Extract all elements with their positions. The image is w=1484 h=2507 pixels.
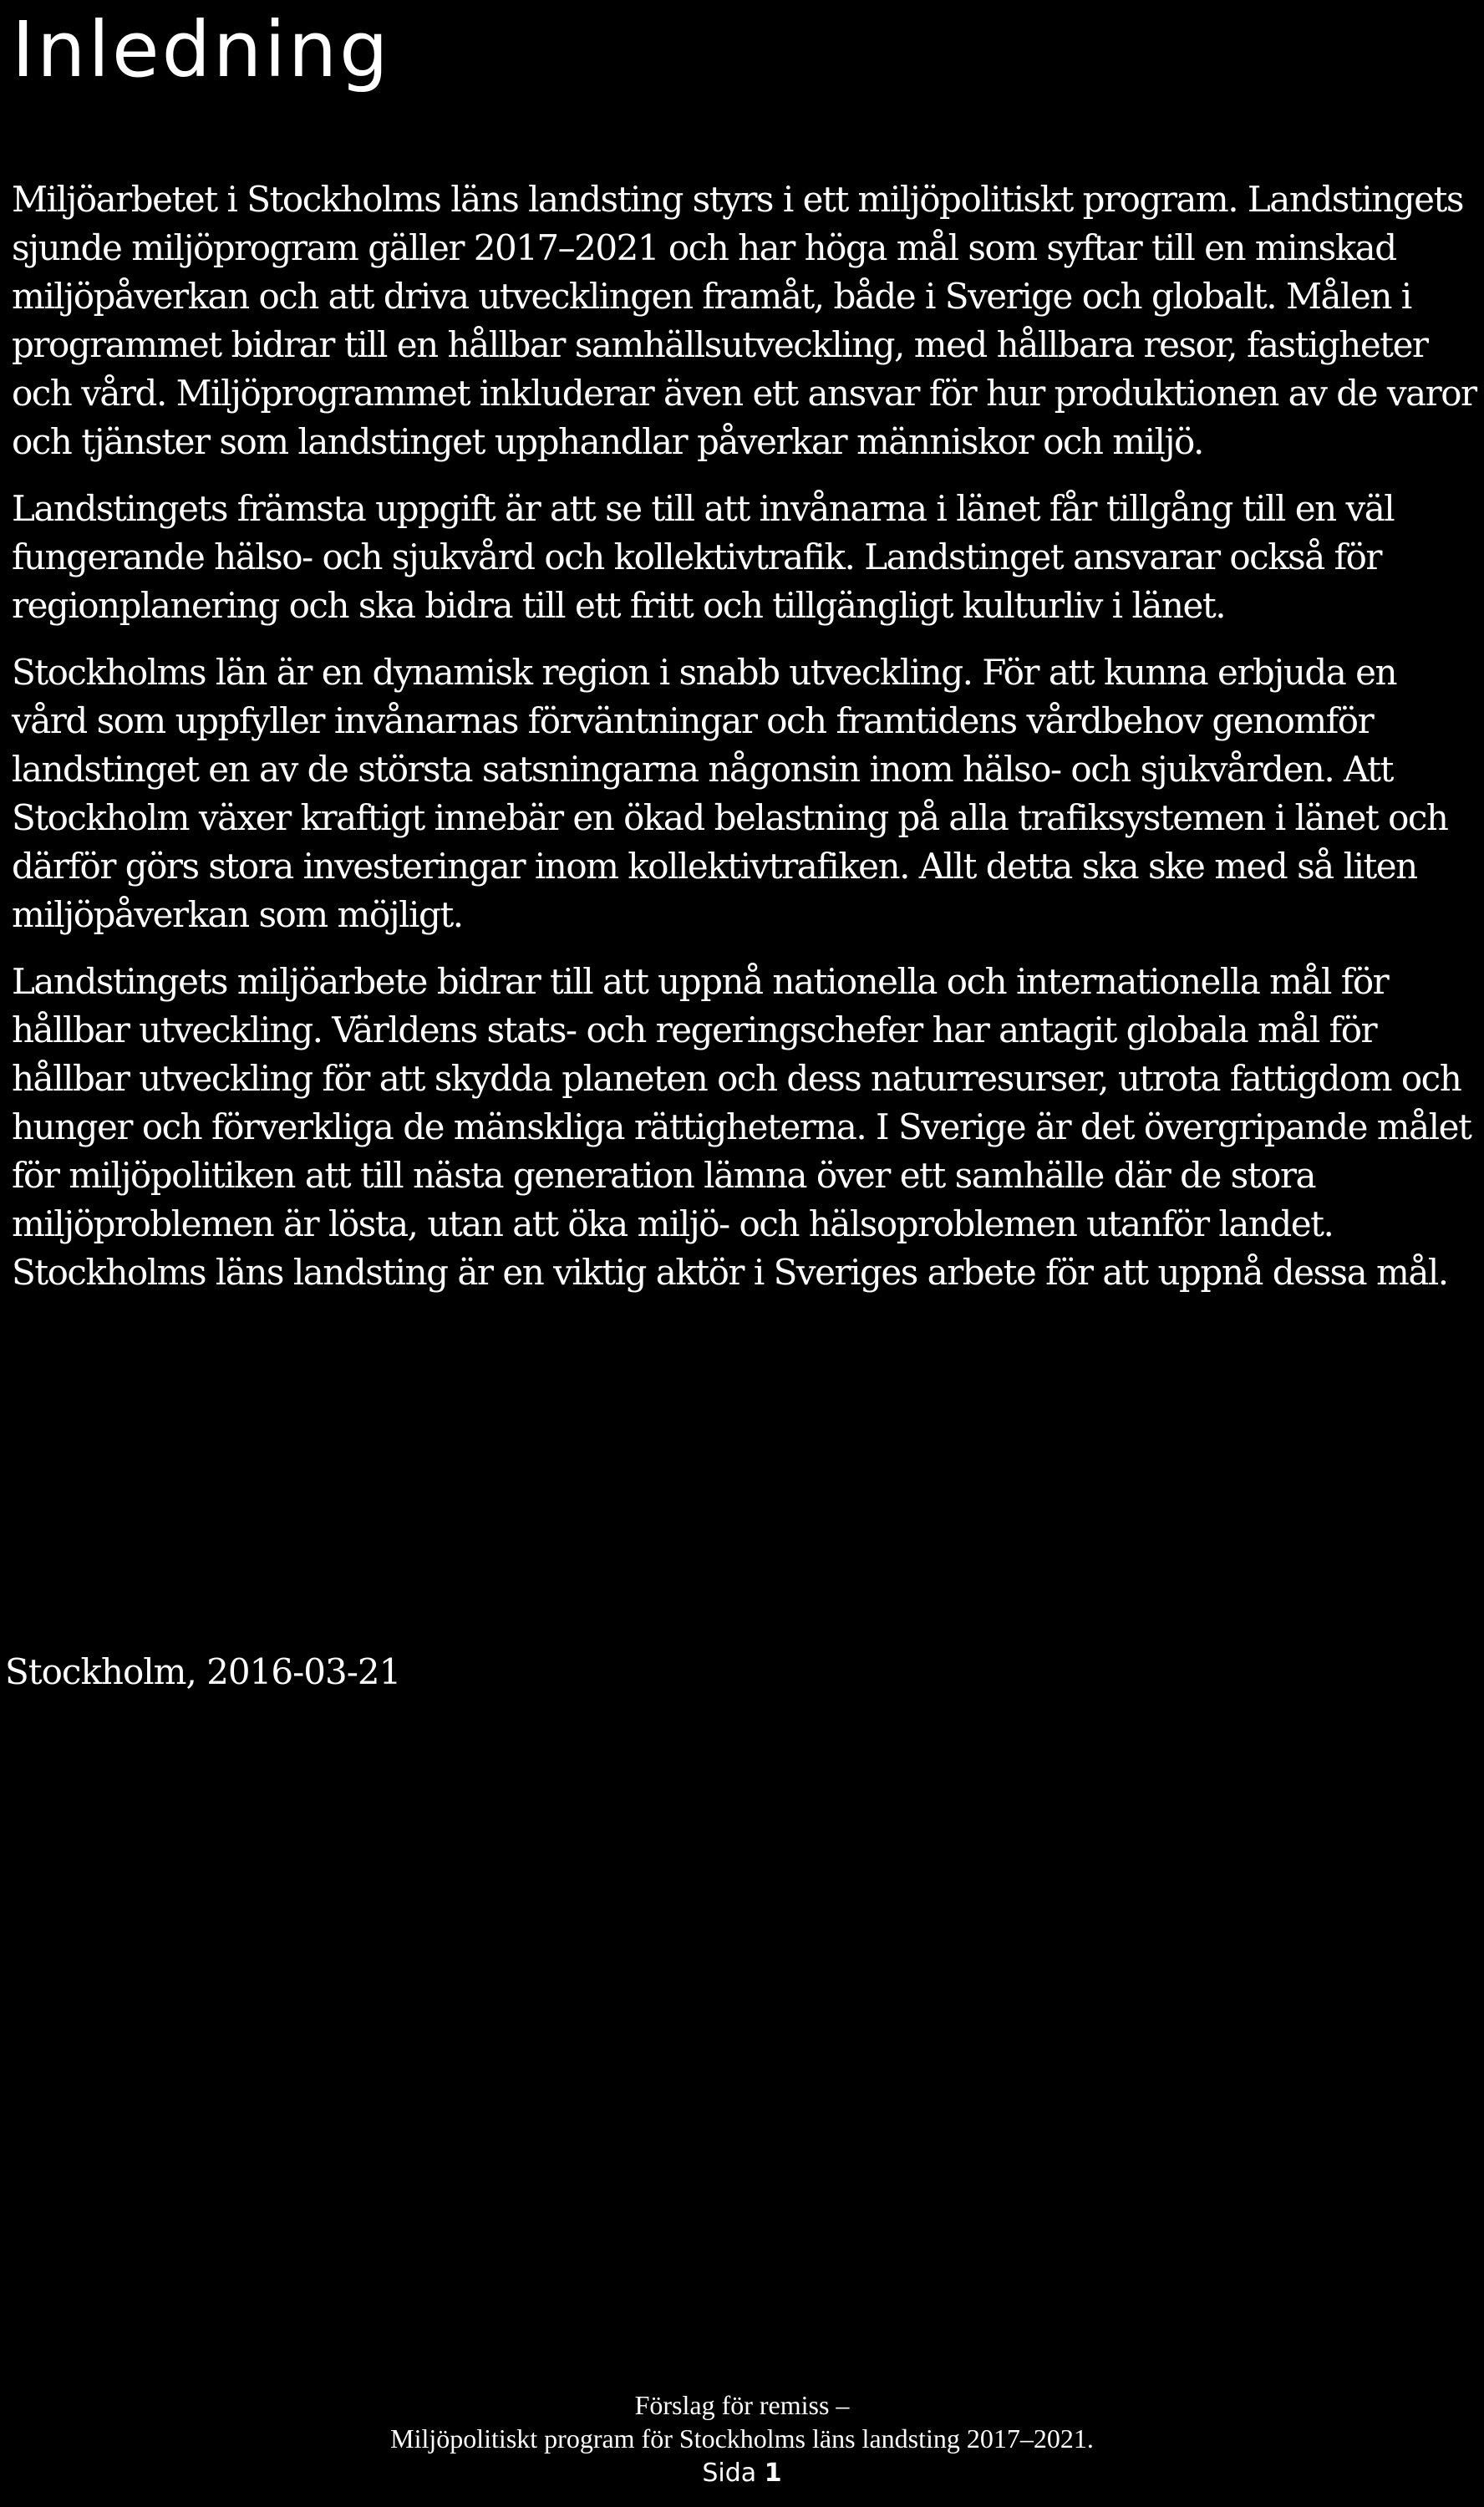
page-number-label: Sida: [702, 2459, 757, 2488]
page-number: [0, 2455, 1484, 2492]
body-text: [12, 175, 1481, 1315]
paragraph-3: Stockholms län är en dynamisk region i snabb utveckling. För att kunna erbjuda en vård som uppfyller invånarnas förväntningar och framtidens vårdbehov genomför landstinget en av de största satsningarna någonsin inom hälso- och sjukvården. Att Stockholm växer kraftigt innebär en ökad belastning på alla trafiksystemen i länet och därför görs stora investeringar inom kollektivtrafiken. Allt detta ska ske med så liten miljöpåverkan som möjligt.: [12, 652, 1448, 935]
paragraph-4: Landstingets miljöarbete bidrar till att uppnå nationella och internationella mål för hållbar utveckling. Världens stats- och regeringschefer har antagit globala mål för hållbar utveckling för att skydda planeten och dess naturresurser, utrota fattigdom och hunger och förverkliga de mänskliga rättigheterna. I Sverige är det övergripande målet för miljöpolitiken att till nästa generation lämna över ett samhälle där de stora miljöproblemen är lösta, utan att öka miljö- och hälsoproblemen utanför landet. Stockholms läns landsting är en viktig aktör i Sveriges arbete för att uppnå dessa mål.: [12, 961, 1471, 1293]
page-footer: [0, 2388, 1484, 2492]
page-number-value: 1: [764, 2459, 782, 2488]
footer-program-title: Miljöpolitiskt program för Stockholms läns landsting 2017–2021.: [390, 2423, 1094, 2454]
paragraph-1: Miljöarbetet i Stockholms läns landsting styrs i ett miljöpolitiskt program. Landstingets sjunde miljöprogram gäller 2017–2021 och har höga mål som syftar till en minskad miljöpåverkan och att driva utvecklingen framåt, både i Sverige och globalt. Målen i programmet bidrar till en hållbar samhällsutveckling, med hållbara resor, fastigheter och vård. Miljöprogrammet inkluderar även ett ansvar för hur produktionen av de varor och tjänster som landstinget upphandlar påverkar människor och miljö.: [12, 179, 1476, 462]
footer-remiss-line: Förslag för remiss –: [634, 2390, 850, 2420]
signoff-date: Stockholm, 2016-03-21: [5, 1651, 401, 1692]
paragraph-2: Landstingets främsta uppgift är att se till att invånarna i länet får tillgång till en väl fungerande hälso- och sjukvård och kollektivtrafik. Landstinget ansvarar också för regionplanering och ska bidra till ett fritt och tillgängligt kulturliv i länet.: [12, 488, 1395, 626]
page-heading: Inledning: [12, 5, 391, 94]
